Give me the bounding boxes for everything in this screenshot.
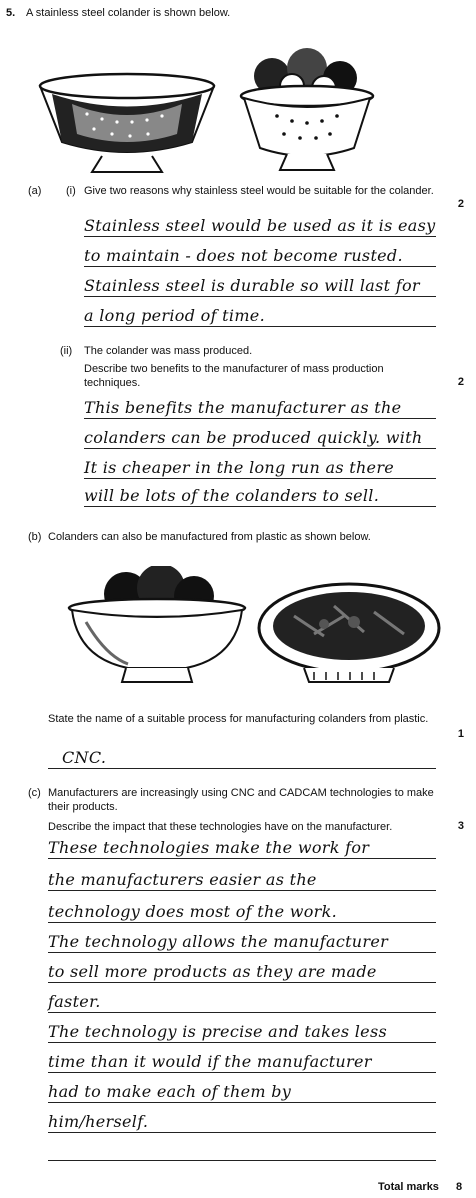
part-b-marks: 1 bbox=[457, 728, 464, 740]
answer-rule bbox=[84, 418, 436, 419]
part-a-ii-label: (ii) bbox=[60, 345, 73, 357]
part-b-label: (b) bbox=[28, 531, 42, 543]
part-a-ii-statement: The colander was mass produced. bbox=[84, 345, 253, 357]
answer-a-i-line-4: a long period of time. bbox=[84, 306, 265, 325]
part-a-i-question: Give two reasons why stainless steel would be suitable for the colander. bbox=[84, 185, 434, 197]
answer-a-i-line-1: Stainless steel would be used as it is easy bbox=[84, 216, 436, 235]
answer-rule bbox=[84, 448, 436, 449]
plastic-colander-top-image bbox=[254, 576, 444, 686]
answer-rule bbox=[84, 506, 436, 507]
answer-rule bbox=[48, 922, 436, 923]
answer-rule bbox=[48, 1042, 436, 1043]
total-marks-label: Total marks bbox=[378, 1181, 439, 1193]
part-a-ii-question: Describe two benefits to the manufacturer of mass production techniques. bbox=[84, 363, 384, 389]
answer-a-ii-line-2: colanders can be produced quickly. with bbox=[84, 428, 423, 447]
answer-rule bbox=[84, 296, 436, 297]
steel-colander-with-vegetables-image bbox=[232, 46, 382, 174]
answer-a-ii-line-1: This benefits the manufacturer as the bbox=[84, 398, 402, 417]
part-b-question: State the name of a suitable process for manufacturing colanders from plastic. bbox=[48, 713, 429, 725]
part-a-i-marks: 2 bbox=[457, 198, 464, 210]
part-b-intro: Colanders can also be manufactured from plastic as shown below. bbox=[48, 531, 371, 543]
answer-c-line-9: had to make each of them by bbox=[48, 1082, 292, 1101]
part-a-ii-marks: 2 bbox=[457, 376, 464, 388]
answer-rule bbox=[48, 890, 436, 891]
answer-a-ii-line-4: will be lots of the colanders to sell. bbox=[84, 486, 380, 505]
question-number: 5. bbox=[6, 7, 16, 19]
part-a-i-label: (i) bbox=[66, 185, 76, 197]
answer-rule bbox=[84, 478, 436, 479]
answer-rule bbox=[84, 326, 436, 327]
part-c-label: (c) bbox=[28, 787, 41, 799]
answer-a-i-line-3: Stainless steel is durable so will last for bbox=[84, 276, 420, 295]
answer-rule bbox=[84, 266, 436, 267]
answer-c-line-8: time than it would if the manufacturer bbox=[48, 1052, 372, 1071]
answer-rule bbox=[48, 982, 436, 983]
part-c-question: Describe the impact that these technologies have on the manufacturer. bbox=[48, 821, 393, 833]
answer-a-ii-line-3: It is cheaper in the long run as there bbox=[84, 458, 395, 477]
total-marks-value: 8 bbox=[456, 1181, 463, 1193]
answer-b-line-1: CNC. bbox=[62, 748, 107, 767]
answer-c-line-10: him/herself. bbox=[48, 1112, 149, 1131]
part-c-intro: Manufacturers are increasingly using CNC and CADCAM technologies to make their products. bbox=[48, 787, 434, 813]
answer-a-i-line-2: to maintain - does not become rusted. bbox=[84, 246, 403, 265]
answer-rule bbox=[48, 1160, 436, 1161]
answer-rule bbox=[48, 1102, 436, 1103]
answer-c-line-6: faster. bbox=[48, 992, 101, 1011]
answer-c-line-3: technology does most of the work. bbox=[48, 902, 337, 921]
answer-c-line-7: The technology is precise and takes less bbox=[48, 1022, 387, 1041]
steel-colander-image bbox=[32, 64, 222, 174]
answer-rule bbox=[48, 952, 436, 953]
answer-rule bbox=[48, 858, 436, 859]
answer-rule bbox=[48, 1012, 436, 1013]
part-a-label: (a) bbox=[28, 185, 42, 197]
answer-c-line-4: The technology allows the manufacturer bbox=[48, 932, 389, 951]
question-intro: A stainless steel colander is shown below. bbox=[26, 7, 231, 19]
plastic-colander-side-image bbox=[66, 566, 248, 686]
answer-rule bbox=[84, 236, 436, 237]
answer-c-line-2: the manufacturers easier as the bbox=[48, 870, 317, 889]
answer-rule bbox=[48, 1132, 436, 1133]
answer-rule bbox=[48, 1072, 436, 1073]
answer-rule bbox=[48, 768, 436, 769]
answer-c-line-1: These technologies make the work for bbox=[48, 838, 370, 857]
part-c-marks: 3 bbox=[457, 820, 464, 832]
answer-c-line-5: to sell more products as they are made bbox=[48, 962, 377, 981]
